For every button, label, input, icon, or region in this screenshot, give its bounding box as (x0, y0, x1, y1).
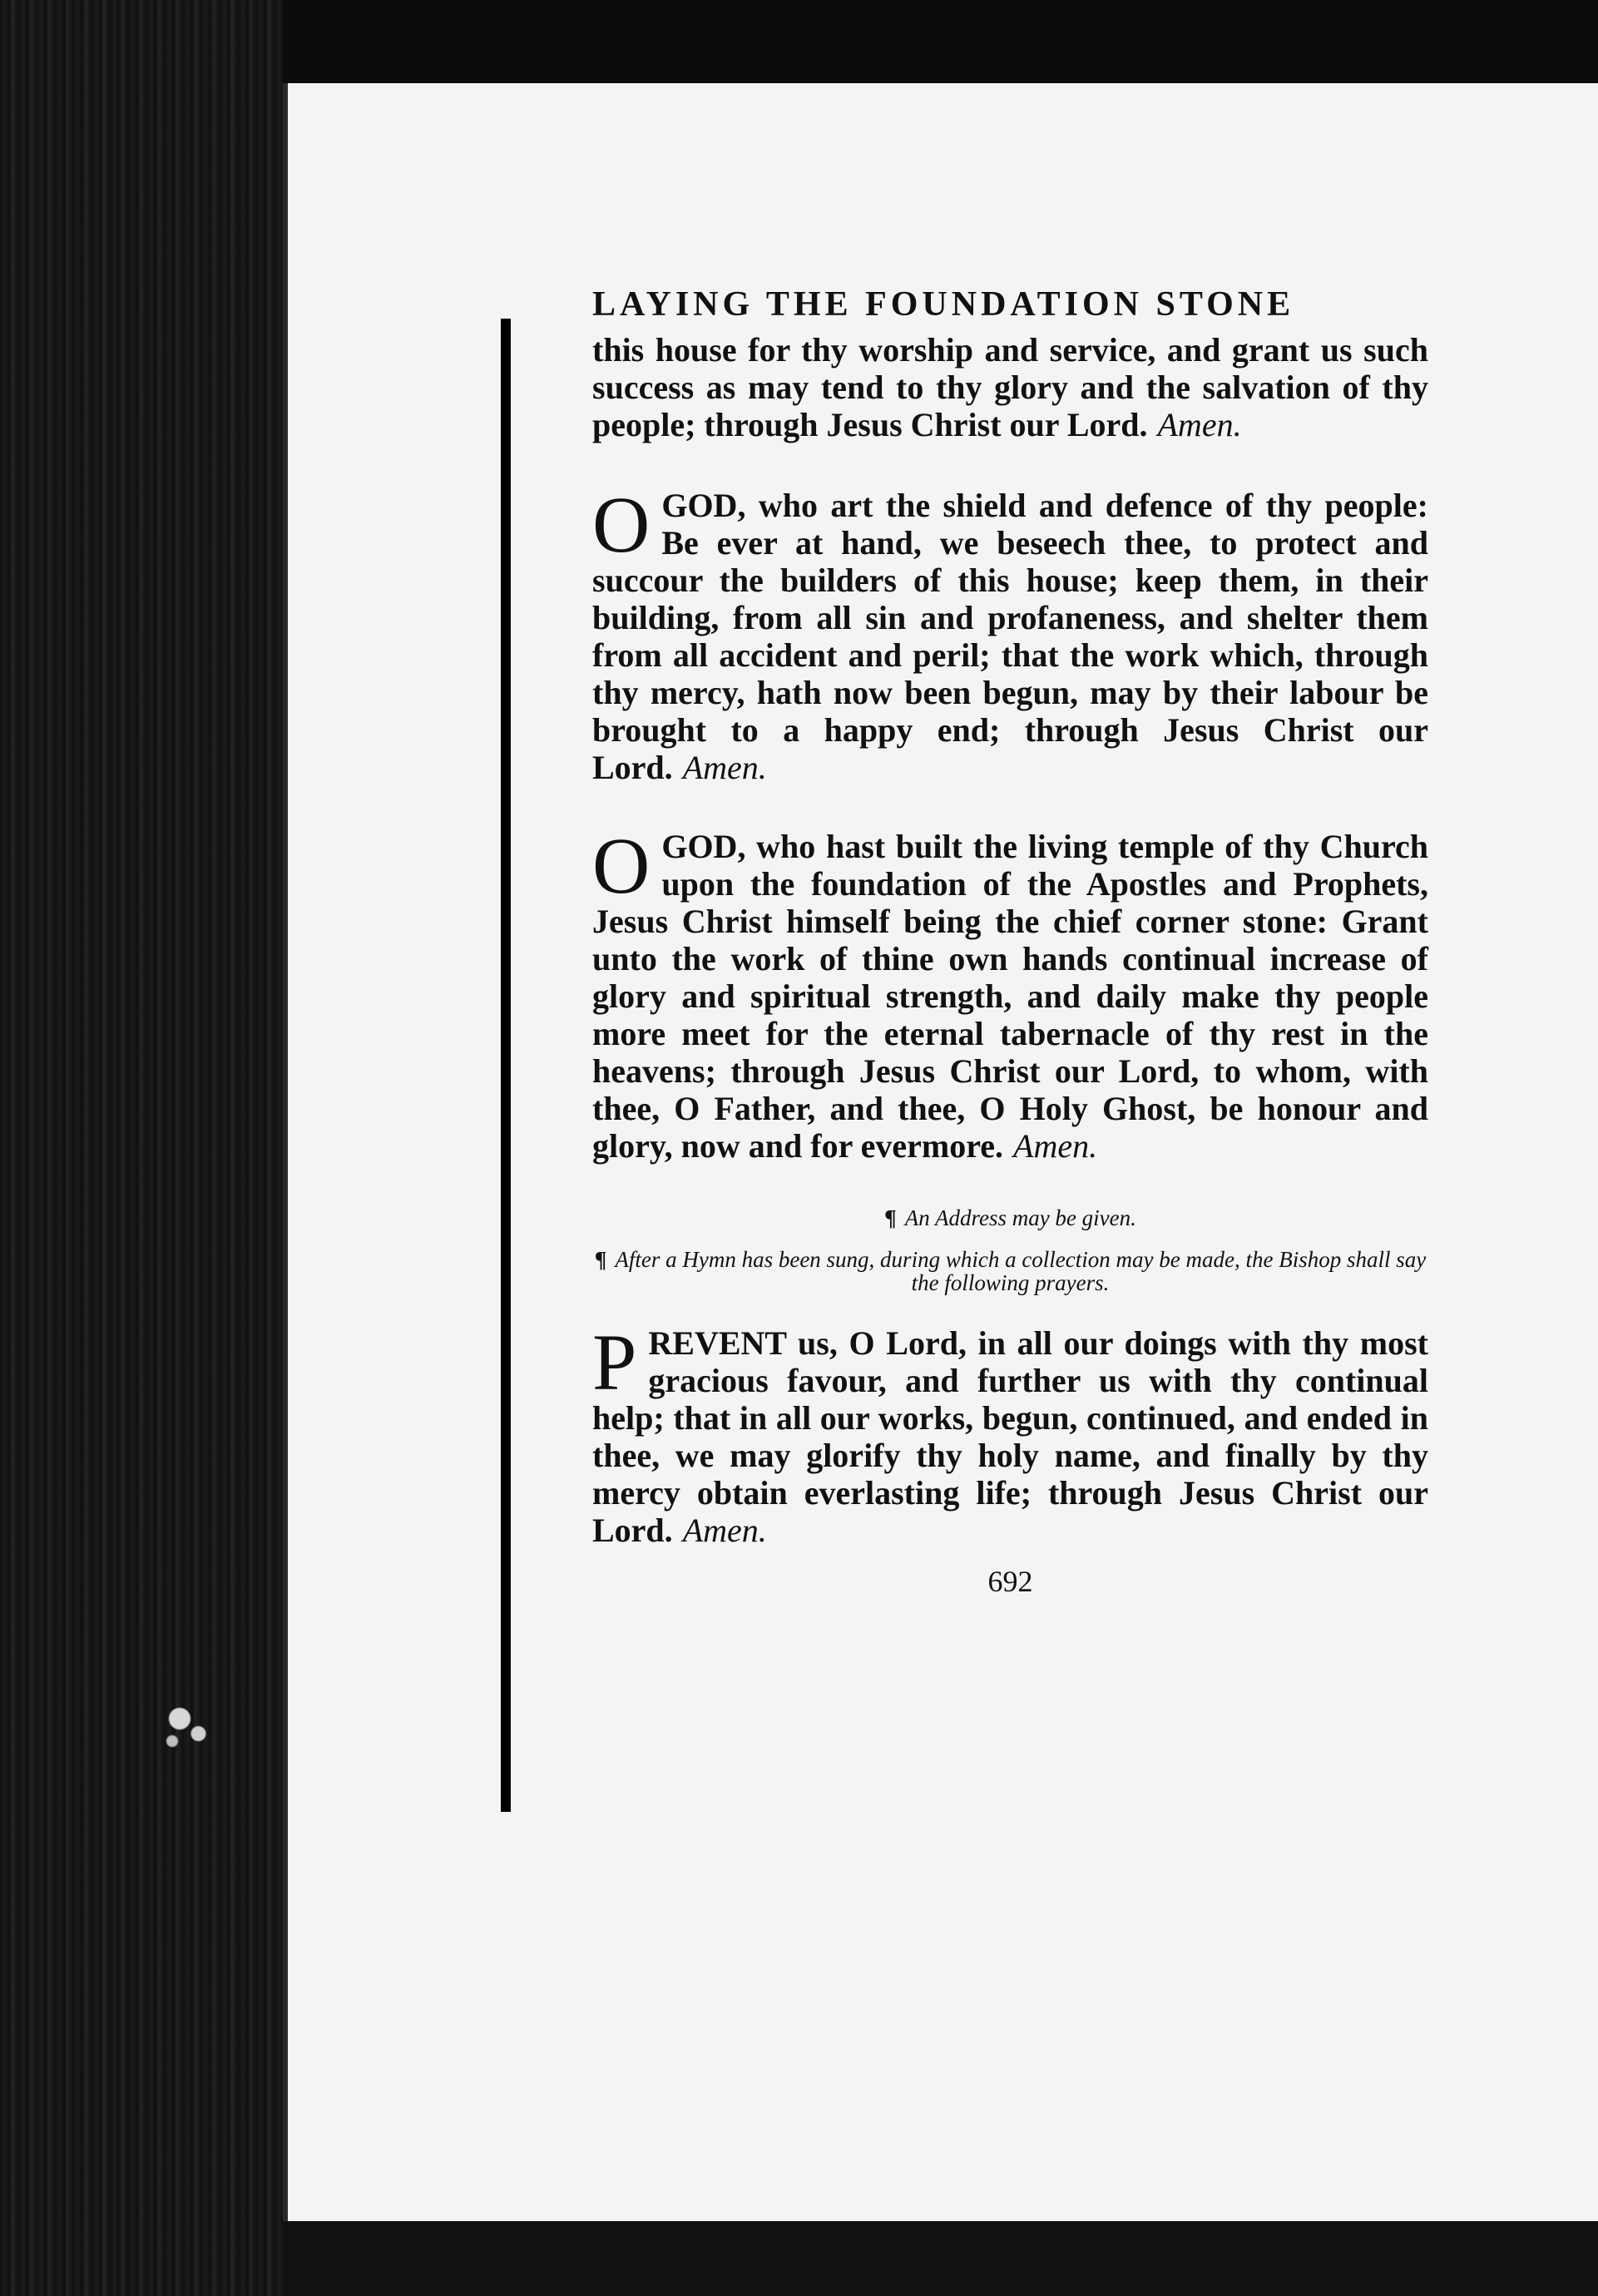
margin-rule (501, 319, 511, 1812)
prayer-paragraph (592, 331, 1428, 443)
drop-cap: O (592, 821, 651, 910)
film-specks (150, 1689, 225, 1764)
amen-text: Amen. (1157, 406, 1242, 443)
film-border-left (0, 0, 283, 2296)
pilcrow-icon: ¶ (594, 1247, 607, 1272)
amen-text: Amen. (682, 1512, 767, 1549)
amen-text: Amen. (1013, 1127, 1098, 1165)
pilcrow-icon: ¶ (884, 1205, 897, 1230)
drop-cap: P (592, 1318, 637, 1407)
final-prayer (592, 1318, 1428, 1549)
prayer-paragraph (592, 821, 1428, 1165)
film-border-bottom (283, 2221, 1598, 2296)
rubric-text: After a Hymn has been sung, during which a collection may be made, the Bishop shall say the following prayers. (615, 1247, 1427, 1295)
page-content (592, 285, 1428, 1599)
prayer-paragraph (592, 480, 1428, 786)
rubric-text: An Address may be given. (904, 1205, 1136, 1230)
drop-cap: O (592, 480, 651, 569)
rubric (592, 1248, 1428, 1294)
rubric (592, 1206, 1428, 1230)
prayer-text: GOD, who art the shield and defence of thy people: Be ever at hand, we beseech thee, to protect and succour the builders of this house; keep them, in their building, from all sin and profaneness, and shelter them from all accident and peril; that the work which, through thy mercy, hath now been begun, may by their labour be brought to a happy end; through Jesus Christ our Lord. (592, 487, 1428, 786)
amen-text: Amen. (682, 749, 767, 786)
running-head: LAYING THE FOUNDATION STONE (592, 285, 1295, 324)
prayer-text: this house for thy worship and service, and grant us such success as may tend to thy glory and the salvation of thy people; through Jesus Christ our Lord. (592, 331, 1428, 443)
page-number: 692 (987, 1565, 1033, 1598)
prayer-text: GOD, who hast built the living temple of thy Church upon the foundation of the Apostles and Prophets, Jesus Christ himself being the chief corner stone: Grant unto the work of thine own hands continual increase of glory and spiritual strength, and daily make thy people more meet for the eternal tabernacle of thy rest in the heavens; through Jesus Christ our Lord, to whom, with thee, O Father, and thee, O Holy Ghost, be honour and glory, now and for evermore. (592, 828, 1428, 1165)
prayer-text: REVENT us, O Lord, in all our doings with thy most gracious favour, and further us with thy continual help; that in all our works, begun, continued, and ended in thee, we may glorify thy holy name, and finally by thy mercy obtain everlasting life; through Jesus Christ our Lord. (592, 1324, 1428, 1549)
